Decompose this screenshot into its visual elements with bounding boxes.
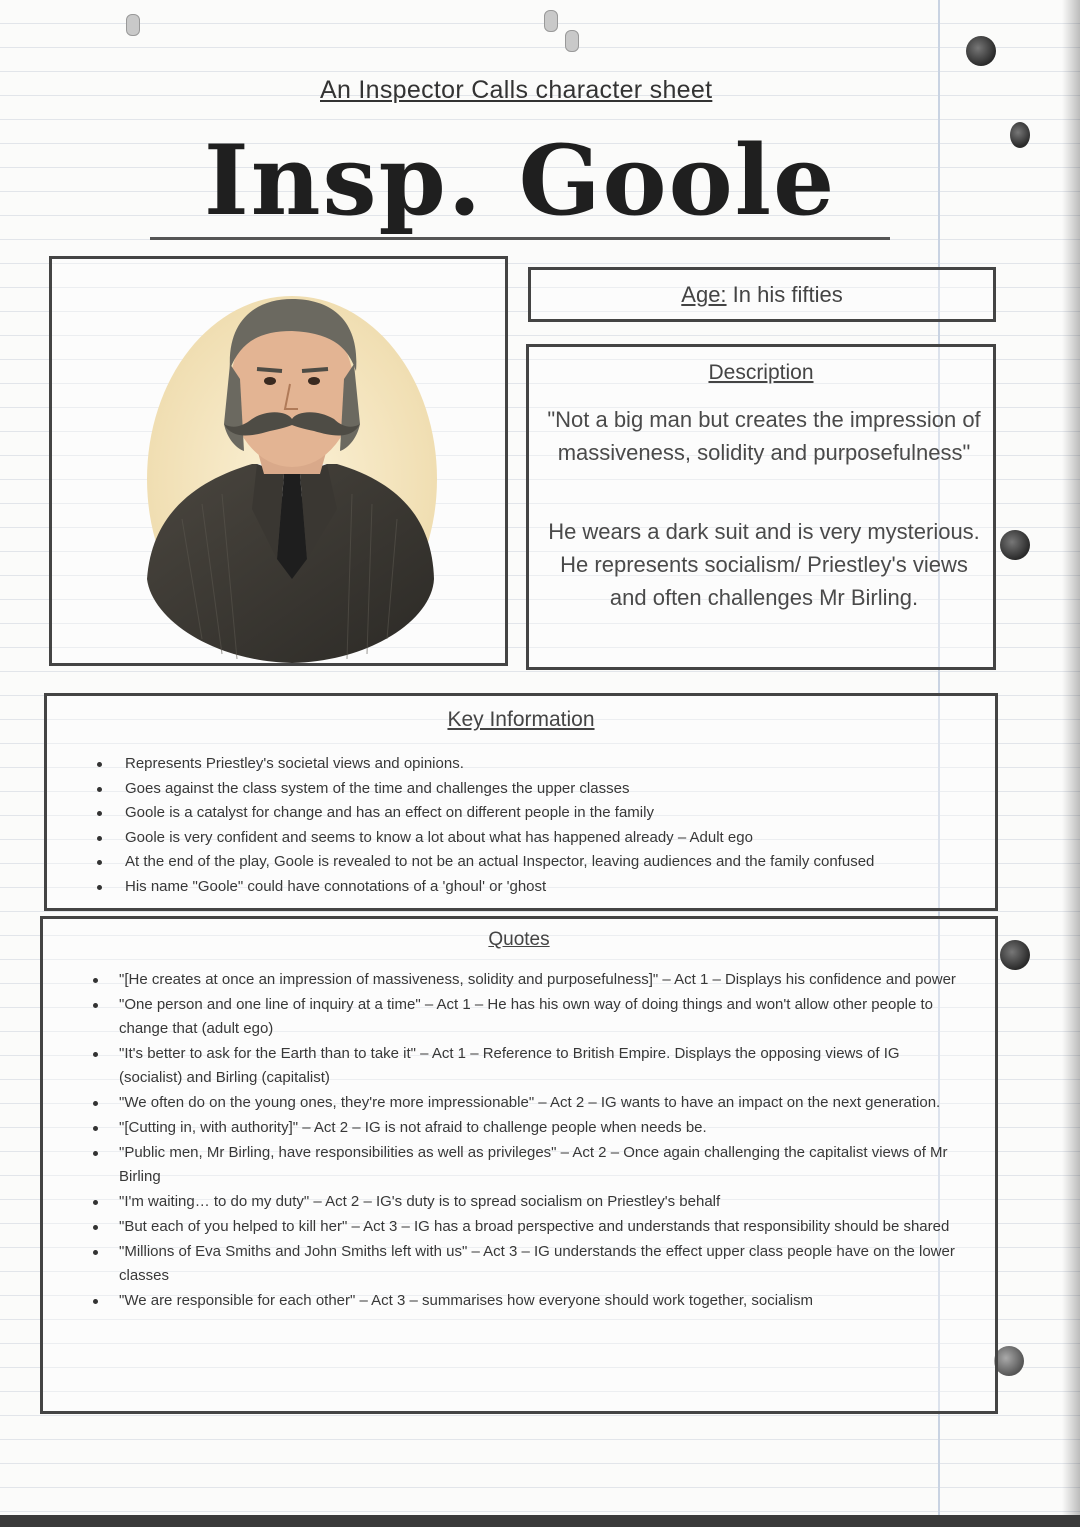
character-name-title: Insp. Goole [150,125,890,240]
age-line [531,282,993,308]
age-value: In his fifties [732,282,843,307]
key-information-list [125,752,955,899]
bullet-icon [93,1126,98,1131]
quotes-heading: Quotes [488,929,550,950]
bullet-icon [97,885,102,890]
list-item [119,1042,964,1090]
list-item-text: At the end of the play, Goole is revealed to not be an actual Inspector, leaving audiences and the family confused [125,853,875,870]
list-item [125,850,955,875]
bullet-icon [93,1250,98,1255]
description-body: He wears a dark suit and is very mysterious. He represents socialism/ Priestley's views and often challenges Mr Birling. [548,519,980,610]
binder-clip-icon [126,14,140,36]
list-item-text: "I'm waiting… to do my duty" – Act 2 – IG's duty is to spread socialism on Priestley's behalf [119,1193,721,1210]
list-item [119,968,964,992]
list-item-text: His name "Goole" could have connotations of a 'ghoul' or 'ghost [125,877,547,895]
list-item-text: "We are responsible for each other" – Act 3 – summarises how everyone should work together, socialism [119,1292,814,1309]
bullet-icon [93,1151,98,1156]
punch-hole-icon [1000,530,1030,560]
quotes-list [119,968,964,1314]
bullet-icon [93,1101,98,1106]
bullet-icon [93,978,98,983]
paper-edge-shadow [1062,0,1080,1527]
list-item-text: Goole is a catalyst for change and has an effect on different people in the family [125,804,654,821]
bullet-icon [93,1003,98,1008]
bullet-icon [93,1225,98,1230]
list-item-text: Represents Priestley's societal views and opinions. [125,755,464,772]
list-item [125,752,955,777]
sheet-title: An Inspector Calls character sheet [320,76,713,104]
bullet-icon [93,1052,98,1057]
list-item [119,1190,964,1214]
bullet-icon [97,787,102,792]
age-label: Age: [681,282,727,307]
list-item-text: Goes against the class system of the time and challenges the upper classes [125,779,630,797]
punch-hole-icon [1010,122,1030,148]
list-item [119,1240,964,1288]
list-item [125,777,955,802]
list-item-text: Goole is very confident and seems to know a lot about what has happened already – Adult ego [125,828,753,846]
age-box [528,267,996,322]
binder-clip-icon [544,10,558,32]
description-quote: "Not a big man but creates the impression of massiveness, solidity and purposefulness" [547,407,981,465]
list-item [125,875,955,900]
list-item-text: "It's better to ask for the Earth than to take it" – Act 1 – Reference to British Empire. Displays the opposing views of IG (socialist) and Birling (capitalist) [119,1045,900,1086]
punch-hole-icon [1000,940,1030,970]
key-information-heading: Key Information [447,708,595,731]
list-item [119,1141,964,1189]
inspector-portrait-image [52,259,505,663]
description-box [526,344,996,670]
list-item-text: "We often do on the young ones, they're more impressionable" – Act 2 – IG wants to have an impact on the next generation. [119,1094,941,1111]
bullet-icon [93,1200,98,1205]
list-item-text: "Millions of Eva Smiths and John Smiths left with us" – Act 3 – IG understands the effect upper class people have on the lower classes [119,1243,955,1284]
bullet-icon [97,762,102,767]
list-item [119,1091,964,1115]
list-item-text: "[Cutting in, with authority]" – Act 2 – IG is not afraid to challenge people when needs be. [119,1119,707,1136]
binder-clip-icon [565,30,579,52]
scan-bottom-edge [0,1515,1080,1527]
list-item [125,801,955,826]
description-heading: Description [708,361,814,384]
punch-hole-icon [994,1346,1024,1376]
portrait-box [49,256,508,666]
punch-hole-icon [966,36,996,66]
bullet-icon [93,1299,98,1304]
list-item-text: "One person and one line of inquiry at a time" – Act 1 – He has his own way of doing things and won't allow other people to change that (adult ego) [119,996,934,1037]
list-item [125,826,955,851]
bullet-icon [97,836,102,841]
list-item [119,993,964,1041]
list-item-text: "[He creates at once an impression of massiveness, solidity and purposefulness]" – Act 1 – Displays his confidence and power [119,971,956,988]
bullet-icon [97,811,102,816]
bullet-icon [97,860,102,865]
list-item-text: "But each of you helped to kill her" – Act 3 – IG has a broad perspective and understands that responsibility should be shared [119,1218,950,1235]
list-item [119,1116,964,1140]
list-item [119,1215,964,1239]
list-item [119,1289,964,1313]
list-item-text: "Public men, Mr Birling, have responsibilities as well as privileges" – Act 2 – Once again challenging the capitalist views of Mr Birling [119,1144,948,1185]
